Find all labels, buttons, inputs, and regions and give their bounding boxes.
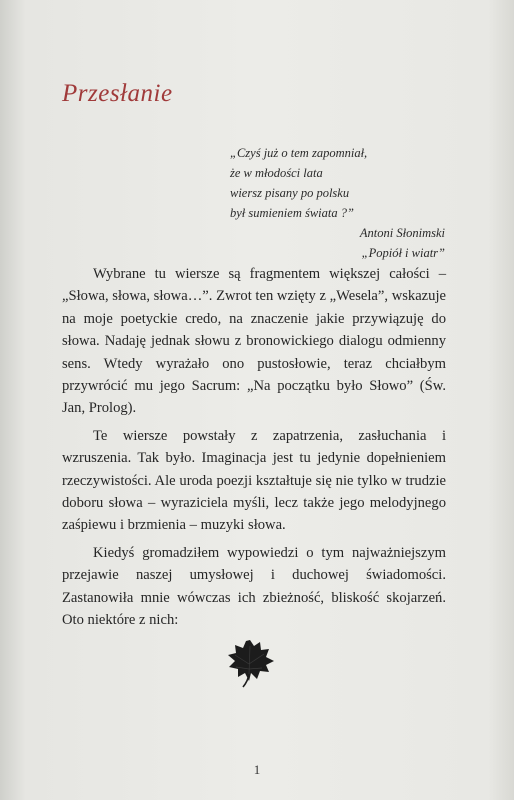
page-title: Przesłanie: [62, 80, 173, 107]
epigraph-line: był sumieniem świata ?”: [230, 206, 354, 220]
body-text: [62, 263, 446, 637]
epigraph-line: „Czyś już o tem zapomniał,: [230, 146, 368, 160]
paragraph: Te wiersze powstały z zapatrzenia, zasłuchania i wzruszenia. Tak było. Imaginacja jest tu jedynie dopełnieniem rzeczywistości. Ale uroda poezji kształtuje się nie tylko w trudzie doboru słowa – wyraziciela myśli, lecz także jego melodyjnego zaśpiewu i brzmienia – muzyki słowa.: [62, 427, 446, 534]
epigraph-source: „Popiół i wiatr”: [361, 246, 445, 260]
epigraph: [230, 143, 445, 263]
epigraph-author: Antoni Słonimski: [359, 226, 445, 240]
paragraph: Kiedyś gromadziłem wypowiedzi o tym najważniejszym przejawie naszej umysłowej i duchowej świadomości. Zastanowiła mnie wówczas ich zbieżność, bliskość skojarzeń. Oto niektóre z nich:: [62, 544, 446, 629]
leaf-icon: [224, 634, 276, 688]
epigraph-line: że w młodości lata: [230, 166, 323, 180]
page-number: 1: [253, 762, 261, 777]
epigraph-line: wiersz pisany po polsku: [230, 186, 350, 200]
paragraph: Wybrane tu wiersze są fragmentem większej całości – „Słowa, słowa, słowa…”. Zwrot ten wzięty z „Wesela”, wskazuje na moje poetyckie credo, na znaczenie jakie przywiązuję do słowa. Nadaję jednak słowu z bronowickiego dialogu odmienny sens. Wtedy wyrażało ono pustosłowie, teraz chciałbym przywrócić mu jego Sacrum: „Na początku było Słowo” (Św. Jan, Prolog).: [62, 266, 446, 417]
